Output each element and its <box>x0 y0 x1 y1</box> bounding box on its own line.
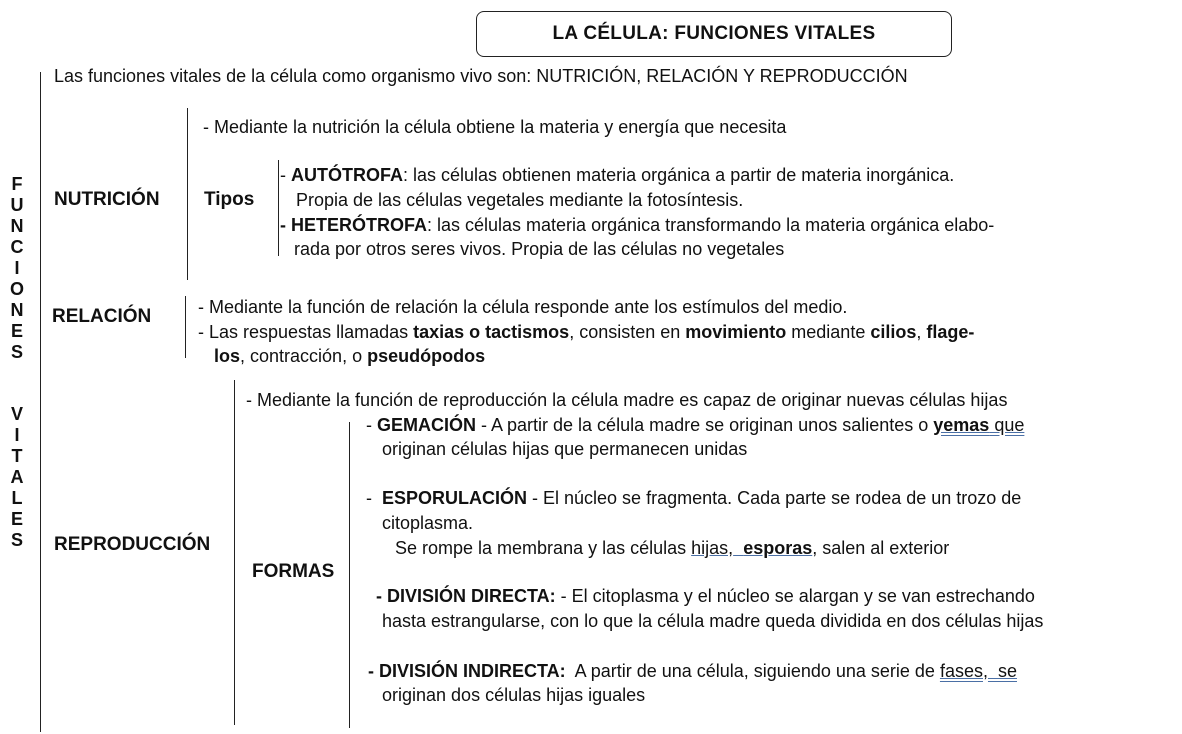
gemacion-dash: - <box>366 415 377 435</box>
relacion-line3 <box>214 344 485 368</box>
esporulacion-gap <box>733 538 743 558</box>
side-letter: U <box>10 195 24 215</box>
division-indirecta-line1 <box>368 659 1169 683</box>
relacion-cilios: cilios <box>870 322 917 342</box>
division-indirecta-line2: originan dos células hijas iguales <box>382 685 646 705</box>
division-directa-text1: - El citoplasma y el núcleo se alargan y se van estrechando <box>555 586 1035 606</box>
side-letter: V <box>10 404 23 424</box>
side-letter: C <box>10 237 24 257</box>
heterotrofa-term: - HETERÓTROFA <box>280 215 427 235</box>
formas-label: FORMAS <box>252 561 335 582</box>
relacion-los: los <box>214 346 241 366</box>
relacion-l3b: , contracción, o <box>240 346 368 366</box>
gemacion-line2: originan células hijas que permanecen unidas <box>382 439 748 459</box>
relacion-line1: - Mediante la función de relación la célula responde ante los estímulos del medio. <box>198 297 848 317</box>
side-letter: S <box>10 530 23 550</box>
relacion-line2 <box>198 320 1149 344</box>
reproduccion-heading: REPRODUCCIÓN <box>54 534 211 555</box>
side-letter: I <box>14 425 20 445</box>
side-letter: E <box>10 321 23 341</box>
intro-text: Las funciones vitales de la célula como organismo vivo son: NUTRICIÓN, RELACIÓN Y REPRODUCCIÓN <box>54 66 908 86</box>
relacion-heading: RELACIÓN <box>52 306 152 327</box>
nutricion-bracket-line <box>187 108 188 280</box>
division-indirecta-term: - DIVISIÓN INDIRECTA: <box>368 661 566 681</box>
relacion-l2c: , consisten en <box>569 322 686 342</box>
division-indirecta-fases: fases, <box>939 661 988 681</box>
nutricion-heading: NUTRICIÓN <box>54 189 160 210</box>
tipos-label: Tipos <box>204 189 255 210</box>
side-letter: T <box>11 446 23 466</box>
gemacion-text1a: - A partir de la célula madre se originan unos salientes o <box>476 415 934 435</box>
gemacion-yemas: yemas <box>933 415 990 435</box>
side-letter: S <box>10 342 23 362</box>
tipos-bracket-line <box>278 160 279 256</box>
relacion-flage: flage- <box>926 322 975 342</box>
relacion-l2a: - Las respuestas llamadas <box>198 322 414 342</box>
nutricion-line1: - Mediante la nutrición la célula obtiene la materia y energía que necesita <box>203 117 787 137</box>
side-letter: I <box>14 258 20 278</box>
side-letter: A <box>10 467 24 487</box>
division-directa-line1 <box>376 584 1169 608</box>
gemacion-term: GEMACIÓN <box>377 415 476 435</box>
esporulacion-hijas: hijas, <box>691 538 734 558</box>
side-letter: N <box>10 216 24 236</box>
esporulacion-line1 <box>366 486 1169 510</box>
autotrofa-term: AUTÓTROFA <box>291 165 403 185</box>
relacion-movimiento: movimiento <box>685 322 787 342</box>
relacion-taxias: taxias o tactismos <box>413 322 570 342</box>
esporulacion-line3 <box>395 536 949 560</box>
page-title: LA CÉLULA: FUNCIONES VITALES <box>476 11 952 57</box>
relacion-l2g: , <box>916 322 927 342</box>
autotrofa-text1: : las células obtienen materia orgánica a partir de materia inorgánica. <box>403 165 955 185</box>
division-indirecta-text1c: se <box>987 661 1017 681</box>
heterotrofa-line2: rada por otros seres vivos. Propia de las células no vegetales <box>294 239 785 259</box>
relacion-l2e: mediante <box>786 322 871 342</box>
esporulacion-line2: citoplasma. <box>382 513 474 533</box>
autotrofa-line1 <box>280 163 1132 187</box>
side-letter: E <box>10 509 23 529</box>
reproduccion-line1: - Mediante la función de reproducción la célula madre es capaz de originar nuevas células hijas <box>246 390 1008 410</box>
gemacion-line1 <box>366 413 1169 437</box>
heterotrofa-text1: : las células materia orgánica transformando la materia orgánica elabo- <box>427 215 995 235</box>
side-letter: O <box>9 279 24 299</box>
esporulacion-text1: - El núcleo se fragmenta. Cada parte se rodea de un trozo de <box>527 488 1022 508</box>
main-bracket-line <box>40 72 41 732</box>
side-letter: N <box>10 300 24 320</box>
heterotrofa-line1 <box>280 213 994 237</box>
formas-bracket-line <box>349 422 350 728</box>
gemacion-text1c: que <box>989 415 1025 435</box>
esporulacion-text3a: Se rompe la membrana y las células <box>395 538 692 558</box>
relacion-pseudopodos: pseudópodos <box>367 346 486 366</box>
division-directa-line2: hasta estrangularse, con lo que la célula madre queda dividida en dos células hijas <box>382 611 1044 631</box>
autotrofa-line2: Propia de las células vegetales mediante la fotosíntesis. <box>296 190 744 210</box>
division-directa-term: - DIVISIÓN DIRECTA: <box>376 586 556 606</box>
autotrofa-dash: - <box>280 165 291 185</box>
esporulacion-text3e: , salen al exterior <box>812 538 950 558</box>
esporulacion-dash: - <box>366 488 382 508</box>
esporulacion-esporas: esporas <box>743 538 813 558</box>
side-letter: L <box>11 488 23 508</box>
relacion-bracket-line <box>185 296 186 358</box>
division-indirecta-text1a: A partir de una célula, siguiendo una serie de <box>565 661 940 681</box>
esporulacion-term: ESPORULACIÓN <box>382 488 528 508</box>
side-letter: F <box>11 174 23 194</box>
reproduccion-bracket-line <box>234 380 235 725</box>
